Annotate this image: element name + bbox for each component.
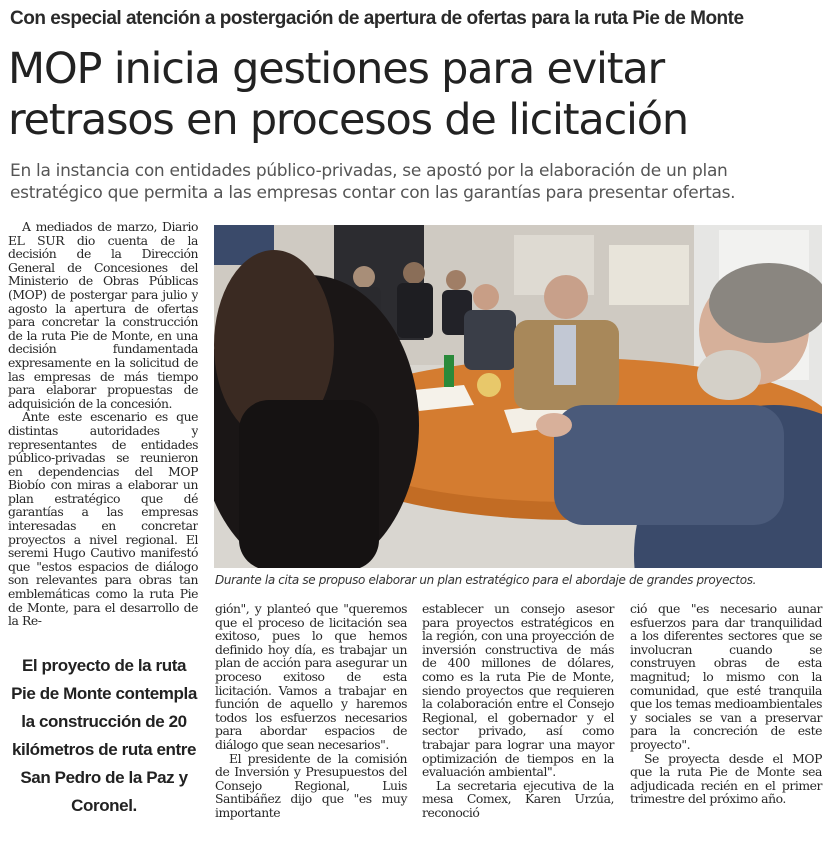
- body-column-3: [422, 602, 614, 820]
- photo-caption: Durante la cita se propuso elaborar un plan estratégico para el abordaje de grandes proyectos.: [215, 573, 757, 587]
- body-paragraph: ció que "es necesario aunar esfuerzos para dar tranquilidad a los diferentes sectores que se involucran cuando se construyen obras de esta magnitud; lo mismo con la comunidad, que esté tranquila que los temas medioambientales y sociales se van a preservar para la concreción de este proyecto".: [630, 601, 822, 752]
- body-paragraph: La secretaria ejecutiva de la mesa Comex, Karen Urzúa, reconoció: [422, 777, 614, 820]
- body-paragraph: Ante este escenario es que distintas autoridades y representantes de entidades público-privadas se reunieron en dependencias del MOP Biobío con miras a elaborar un plan estratégico que dé garantías a las empresas interesadas en concretar proyectos a nivel regional. El seremi Hugo Cautivo manifestó que "estos espacios de diálogo son relevantes para obras tan emblemáticas como la ruta Pie de Monte, para el desarrollo de la Re-: [8, 409, 198, 629]
- pull-quote: El proyecto de la ruta Pie de Monte contempla la construcción de 20 kilómetros de ruta entre San Pedro de la Paz y Coronel.: [11, 656, 197, 815]
- body-paragraph: establecer un consejo asesor para proyectos estratégicos en la región, con una proyección de inversión constructiva de más de 400 millones de dólares, como es la ruta Pie de Monte, siendo proyectos que requieren la colaboración entre el Consejo Regional, el gobernador y el sector privado, así como trabajar para lograr una mayor optimización de tiempos en la evaluación ambiental".: [422, 601, 614, 780]
- body-column-1: [8, 220, 198, 630]
- meeting-photo: [214, 225, 822, 568]
- body-column-2: [215, 602, 407, 820]
- body-paragraph: gión", y planteó que "queremos que el proceso de licitación sea exitoso, pues lo que hemos definido hoy día, es trabajar un plan de acción para asegurar un proceso exitoso de esta licitación. Vamos a trabajar en función de aquello y haremos todos los esfuerzos necesarios para abordar espacios de diálogo que sean necesarios".: [215, 601, 407, 752]
- article-headline: MOP inicia gestiones para evitar retrasos en procesos de licitación: [8, 44, 688, 145]
- article-kicker: Con especial atención a postergación de apertura de ofertas para la ruta Pie de Monte: [10, 8, 744, 29]
- body-column-4: [630, 602, 822, 806]
- body-paragraph: El presidente de la comisión de Inversión y Presupuestos del Consejo Regional, Luis Santibáñez dijo que "es muy importante: [215, 750, 407, 820]
- body-paragraph: A mediados de marzo, Diario EL SUR dio cuenta de la decisión de la Dirección General de Concesiones del Ministerio de Obras Públicas (MOP) de postergar para julio y agosto la apertura de ofertas para concretar la construcción de la ruta Pie de Monte, en una decisión fundamentada expresamente en la solicitud de las empresas de más tiempo para elaborar propuestas de adquisición de la concesión.: [8, 220, 198, 411]
- body-paragraph: Se proyecta desde el MOP que la ruta Pie de Monte sea adjudicada recién en el primer trimestre del próximo año.: [630, 750, 822, 807]
- article-dek: En la instancia con entidades público-privadas, se apostó por la elaboración de un plan estratégico que permita a las empresas contar con las garantías para presentar ofertas.: [10, 161, 736, 203]
